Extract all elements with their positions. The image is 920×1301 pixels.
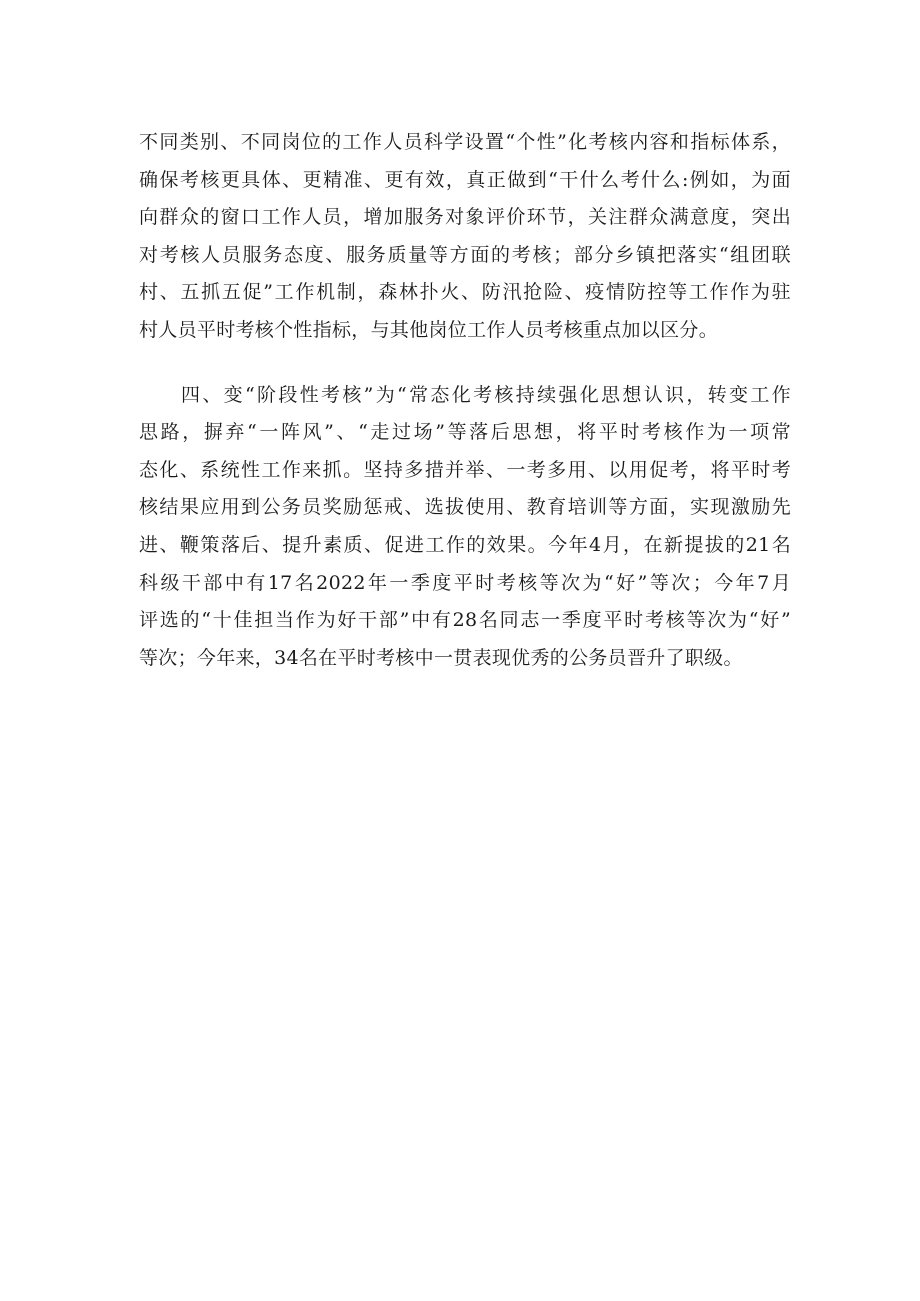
text-line: 对考核人员服务态度、服务质量等方面的考核；部分乡镇把落实“组团联 — [139, 243, 791, 266]
text-line: 核结果应用到公务员奖励惩戒、选拔使用、教育培训等方面，实现激励先 — [139, 496, 791, 519]
text-line: 确保考核更具体、更精准、更有效，真正做到“干什么考什么:例如，为面 — [139, 168, 791, 191]
document-body — [139, 124, 791, 677]
paragraph-2 — [139, 377, 791, 678]
text-line: 思路，摒弃“一阵风”、“走过场”等落后思想，将平时考核作为一项常 — [139, 421, 791, 444]
text-line: 进、鞭策落后、提升素质、促进工作的效果。今年4月，在新提拔的21名 — [139, 533, 791, 556]
text-line: 四、变“阶段性考核”为“常态化考核持续强化思想认识，转变工作 — [181, 383, 791, 406]
paragraph-1 — [139, 124, 791, 350]
text-line: 评选的“十佳担当作为好干部”中有28名同志一季度平时考核等次为“好” — [139, 609, 791, 632]
text-line: 村人员平时考核个性指标，与其他岗位工作人员考核重点加以区分。 — [139, 318, 719, 341]
text-line: 科级干部中有17名2022年一季度平时考核等次为“好”等次；今年7月 — [139, 571, 791, 594]
text-line: 等次；今年来，34名在平时考核中一贯表现优秀的公务员晋升了职级。 — [139, 646, 743, 669]
text-line: 向群众的窗口工作人员，增加服务对象评价环节，关注群众满意度，突出 — [139, 206, 791, 229]
text-line: 态化、系统性工作来抓。坚持多措并举、一考多用、以用促考，将平时考 — [139, 458, 791, 481]
text-line: 村、五抓五促”工作机制，森林扑火、防汛抢险、疫情防控等工作作为驻 — [139, 281, 791, 304]
text-line: 不同类别、不同岗位的工作人员科学设置“个性”化考核内容和指标体系， — [139, 131, 791, 153]
